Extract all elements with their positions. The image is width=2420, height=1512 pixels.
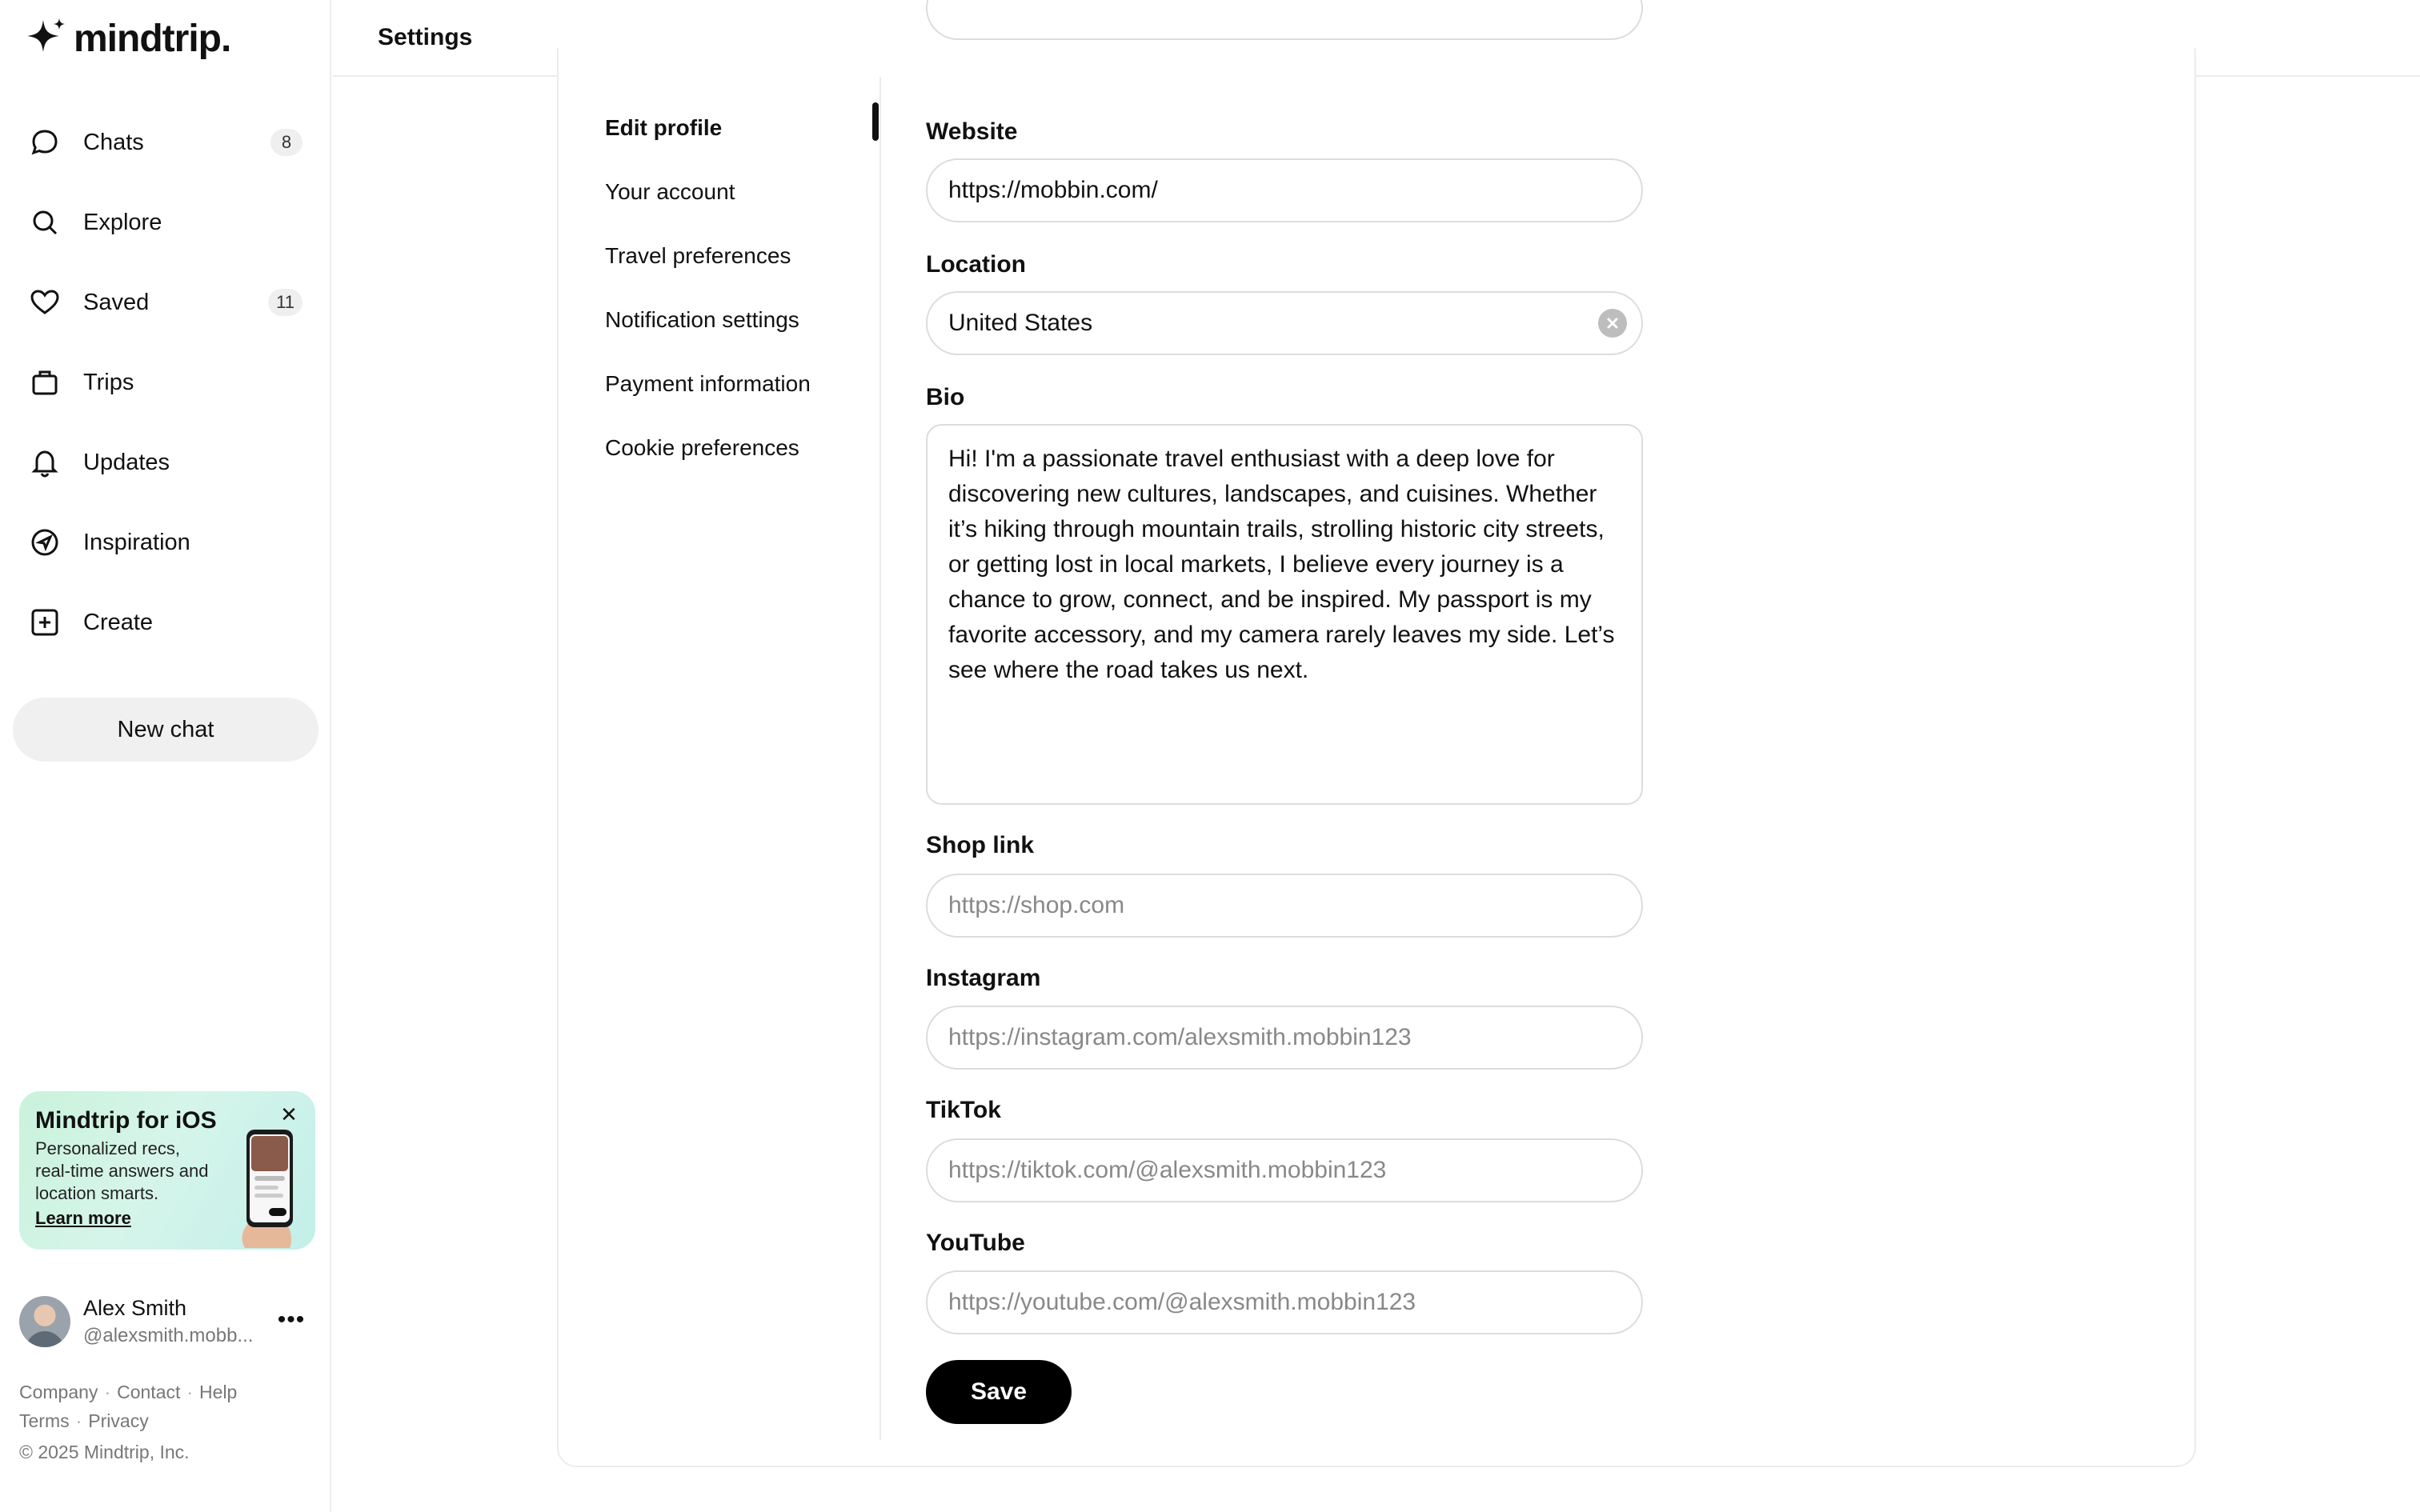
settings-nav-edit-profile[interactable]: Edit profile [605, 115, 723, 140]
location-label: Location [926, 251, 1026, 278]
bio-textarea[interactable]: Hi! I'm a passionate travel enthusiast with a deep love for discovering new cultures, landscapes, and cuisines. Whether it’s hiking through mountain trails, strolling historic city streets, or getting lost in local markets, I believe every journey is a chance to grow, connect, and be inspired. My passport is my favorite accessory, and my camera rarely leaves my side. Let’s see where the road takes us next. [926, 424, 1643, 805]
page-title: Settings [378, 24, 473, 50]
terms-link[interactable]: Terms [19, 1410, 70, 1431]
shop-link-input[interactable]: https://shop.com [926, 874, 1643, 938]
count-badge: 8 [270, 129, 302, 156]
plus-square-icon [27, 605, 62, 640]
clear-icon[interactable] [1598, 309, 1627, 338]
separator-dot: · [104, 1382, 111, 1402]
instagram-input[interactable]: https://instagram.com/alexsmith.mobbin123 [926, 1006, 1643, 1070]
phone-illustration-icon [234, 1128, 304, 1248]
youtube-input[interactable]: https://youtube.com/@alexsmith.mobbin123 [926, 1270, 1643, 1334]
sidebar-nav [13, 102, 319, 662]
sidebar-item-label: Saved [83, 289, 150, 315]
suitcase-icon [27, 365, 62, 400]
sidebar-item-create[interactable] [13, 582, 319, 662]
settings-nav [605, 96, 877, 480]
website-input[interactable]: https://mobbin.com/ [926, 158, 1643, 222]
instagram-label: Instagram [926, 965, 1041, 991]
sidebar-item-inspiration[interactable] [13, 502, 319, 582]
sidebar-item-trips[interactable] [13, 342, 319, 422]
sidebar-item-saved[interactable] [13, 262, 319, 342]
bio-label: Bio [926, 384, 965, 410]
sparkle-logo-icon [24, 17, 67, 60]
youtube-label: YouTube [926, 1230, 1025, 1256]
privacy-link[interactable]: Privacy [88, 1410, 149, 1431]
sidebar-item-label: Updates [83, 449, 170, 475]
sidebar-item-label: Create [83, 609, 154, 635]
ios-promo-card [19, 1091, 315, 1250]
separator-dot: · [186, 1382, 194, 1402]
settings-nav-your-account[interactable]: Your account [605, 179, 735, 204]
location-input[interactable] [926, 291, 1643, 355]
promo-title: Mindtrip for iOS [35, 1107, 217, 1134]
more-options-icon[interactable]: ••• [277, 1306, 306, 1333]
avatar [19, 1296, 70, 1347]
sidebar-item-label: Chats [83, 129, 144, 155]
compass-icon [27, 525, 62, 560]
website-label: Website [926, 118, 1018, 145]
help-link[interactable]: Help [199, 1382, 238, 1402]
settings-nav-travel-preferences[interactable]: Travel preferences [605, 243, 791, 268]
tiktok-label: TikTok [926, 1097, 1001, 1123]
separator-dot: · [75, 1410, 82, 1431]
count-badge: 11 [268, 289, 302, 316]
settings-nav-notification-settings[interactable]: Notification settings [605, 307, 799, 332]
sidebar-item-explore[interactable] [13, 182, 319, 262]
user-name: Alex Smith [83, 1296, 187, 1320]
sidebar-item-label: Explore [83, 209, 162, 235]
sidebar-item-label: Inspiration [83, 529, 190, 555]
company-link[interactable]: Company [19, 1382, 98, 1402]
bell-icon [27, 445, 62, 480]
promo-text: Personalized recs, real-time answers and location smarts. [35, 1138, 209, 1203]
user-profile[interactable] [19, 1293, 315, 1350]
sidebar-item-label: Trips [83, 369, 134, 395]
search-icon [27, 205, 62, 240]
user-handle: @alexsmith.mobb... [83, 1325, 254, 1346]
learn-more-link[interactable]: Learn more [35, 1208, 131, 1228]
vertical-divider [879, 77, 881, 1440]
sidebar-item-chats[interactable] [13, 102, 319, 182]
brand-logo[interactable] [24, 14, 230, 62]
shop-link-label: Shop link [926, 832, 1034, 858]
contact-link[interactable]: Contact [117, 1382, 181, 1402]
previous-field-input[interactable] [926, 0, 1643, 40]
settings-nav-cookie-preferences[interactable]: Cookie preferences [605, 435, 799, 460]
tiktok-input[interactable]: https://tiktok.com/@alexsmith.mobbin123 [926, 1138, 1643, 1202]
sidebar [0, 0, 331, 1512]
sidebar-item-updates[interactable] [13, 422, 319, 502]
active-nav-indicator [872, 102, 879, 141]
footer-links [19, 1378, 315, 1435]
save-button[interactable]: Save [926, 1360, 1072, 1424]
location-value: United States [948, 310, 1093, 336]
chat-bubble-icon [27, 125, 62, 160]
brand-name: mindtrip. [74, 17, 231, 60]
heart-icon [27, 285, 62, 320]
copyright: © 2025 Mindtrip, Inc. [19, 1442, 190, 1462]
settings-nav-payment-information[interactable]: Payment information [605, 371, 811, 396]
close-icon[interactable]: ✕ [280, 1102, 298, 1126]
new-chat-button[interactable]: New chat [13, 698, 319, 762]
